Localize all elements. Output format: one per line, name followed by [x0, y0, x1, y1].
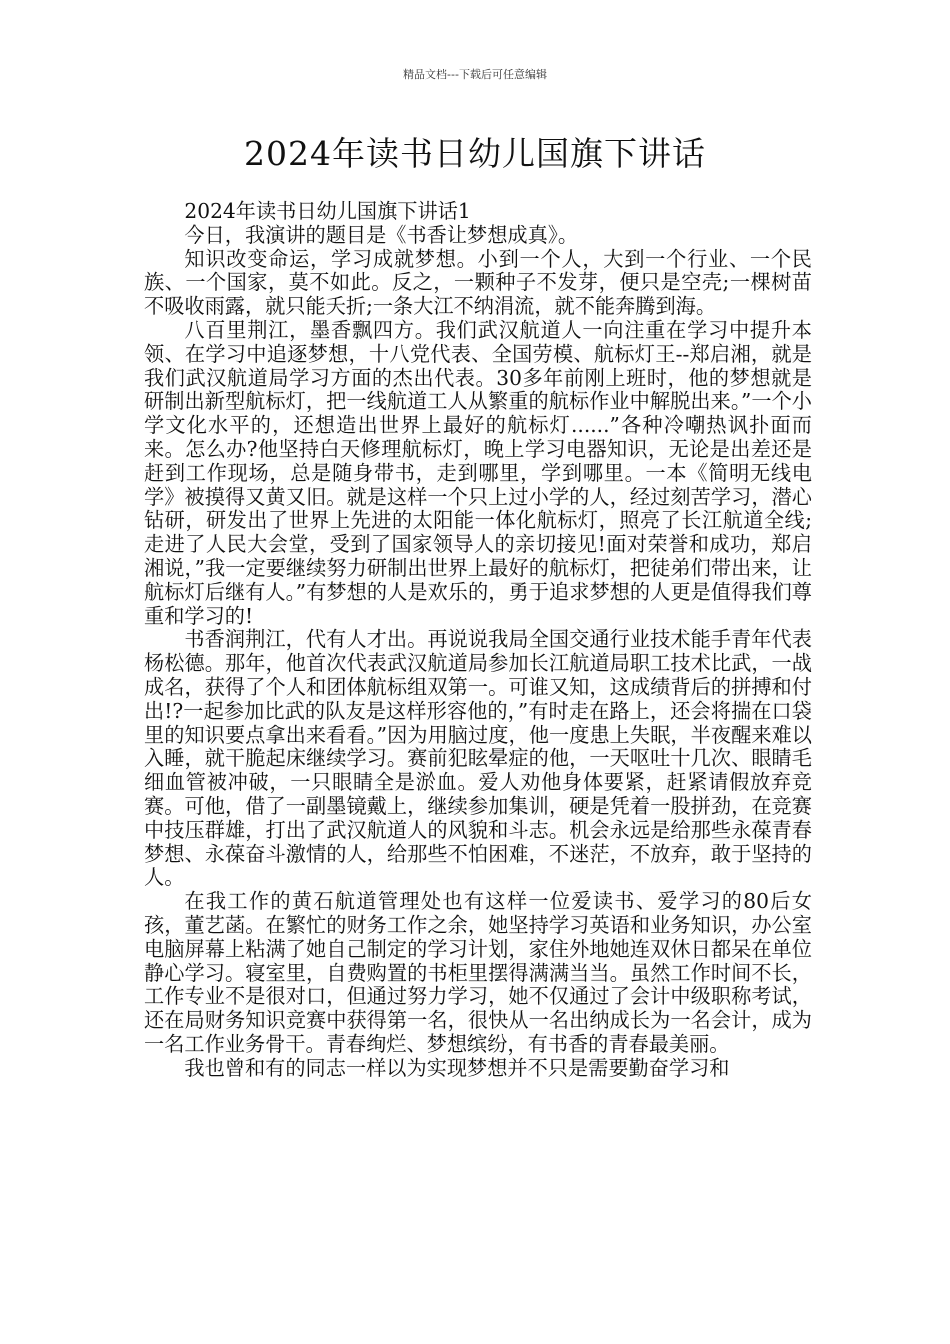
paragraph: 书香润荆江，代有人才出。再说说我局全国交通行业技术能手青年代表杨松德。那年，他首次代表武汉航道局参加长江航道局职工技术比武，一战成名，获得了个人和团体航标组双第一。可谁又知，这成绩背后的拼搏和付出!?一起参加比武的队友是这样形容他的，”有时走在路上，还会将揣在口袋里的知识要点拿出来看看。”因为用脑过度，他一度患上失眠，半夜醒来难以入睡，就干脆起床继续学习。赛前犯眩晕症的他，一天呕吐十几次、眼睛毛细血管被冲破，一只眼睛全是淤血。爱人劝他身体要紧，赶紧请假放弃竞赛。可他，借了一副墨镜戴上，继续参加集训，硬是凭着一股拼劲，在竞赛中技压群雄，打出了武汉航道人的风貌和斗志。机会永远是给那些永葆青春梦想、永葆奋斗激情的人，给那些不怕困难，不迷茫，不放弃，敢于坚持的人。 — [144, 627, 812, 890]
paragraph: 我也曾和有的同志一样以为实现梦想并不只是需要勤奋学习和 — [184, 1055, 730, 1080]
document-body — [144, 200, 812, 1080]
page-title: 2024年读书日幼儿国旗下讲话 — [244, 134, 706, 173]
paragraph: 在我工作的黄石航道管理处也有这样一位爱读书、爱学习的80后女孩，董艺菡。在繁忙的财务工作之余，她坚持学习英语和业务知识，办公室电脑屏幕上粘满了她自己制定的学习计划，家住外地她连双休日都呆在单位静心学习。寝室里，自费购置的书柜里摆得满满当当。虽然工作时间不长，工作专业不是很对口，但通过努力学习，她不仅通过了会计中级职称考试，还在局财务知识竞赛中获得第一名，很快从一名出纳成长为一名会计，成为一名工作业务骨干。青春绚烂、梦想缤纷，有书香的青春最美丽。 — [144, 889, 812, 1056]
paragraph: 八百里荆江，墨香飘四方。我们武汉航道人一向注重在学习中提升本领、在学习中追逐梦想，十八党代表、全国劳模、航标灯王--郑启湘，就是我们武汉航道局学习方面的杰出代表。30多年前刚上班时，他的梦想就是研制出新型航标灯，把一线航道工人从繁重的航标作业中解脱出来。”一个小学文化水平的，还想造出世界上最好的航标灯......”各种冷嘲热讽扑面而来。怎么办?他坚持白天修理航标灯，晚上学习电器知识，无论是出差还是赶到工作现场，总是随身带书，走到哪里，学到哪里。一本《简明无线电学》被摸得又黄又旧。就是这样一个只上过小学的人，经过刻苦学习，潜心钻研，研发出了世界上先进的太阳能一体化航标灯，照亮了长江航道全线;走进了人民大会堂，受到了国家领导人的亲切接见!面对荣誉和成功，郑启湘说，”我一定要继续努力研制出世界上最好的航标灯，把徒弟们带出来，让航标灯后继有人。”有梦想的人是欢乐的，勇于追求梦想的人更是值得我们尊重和学习的! — [144, 317, 812, 628]
paragraph: 今日，我演讲的题目是《书香让梦想成真》。 — [184, 222, 579, 247]
paragraph: 2024年读书日幼儿国旗下讲话1 — [184, 199, 471, 223]
header-note: 精品文档---下载后可任意编辑 — [403, 68, 547, 81]
paragraph: 知识改变命运，学习成就梦想。小到一个人，大到一个行业、一个民族、一个国家，莫不如此。反之，一颗种子不发芽，便只是空壳;一棵树苗不吸收雨露，就只能夭折;一条大江不纳涓流，就不能奔腾到海。 — [144, 246, 812, 319]
